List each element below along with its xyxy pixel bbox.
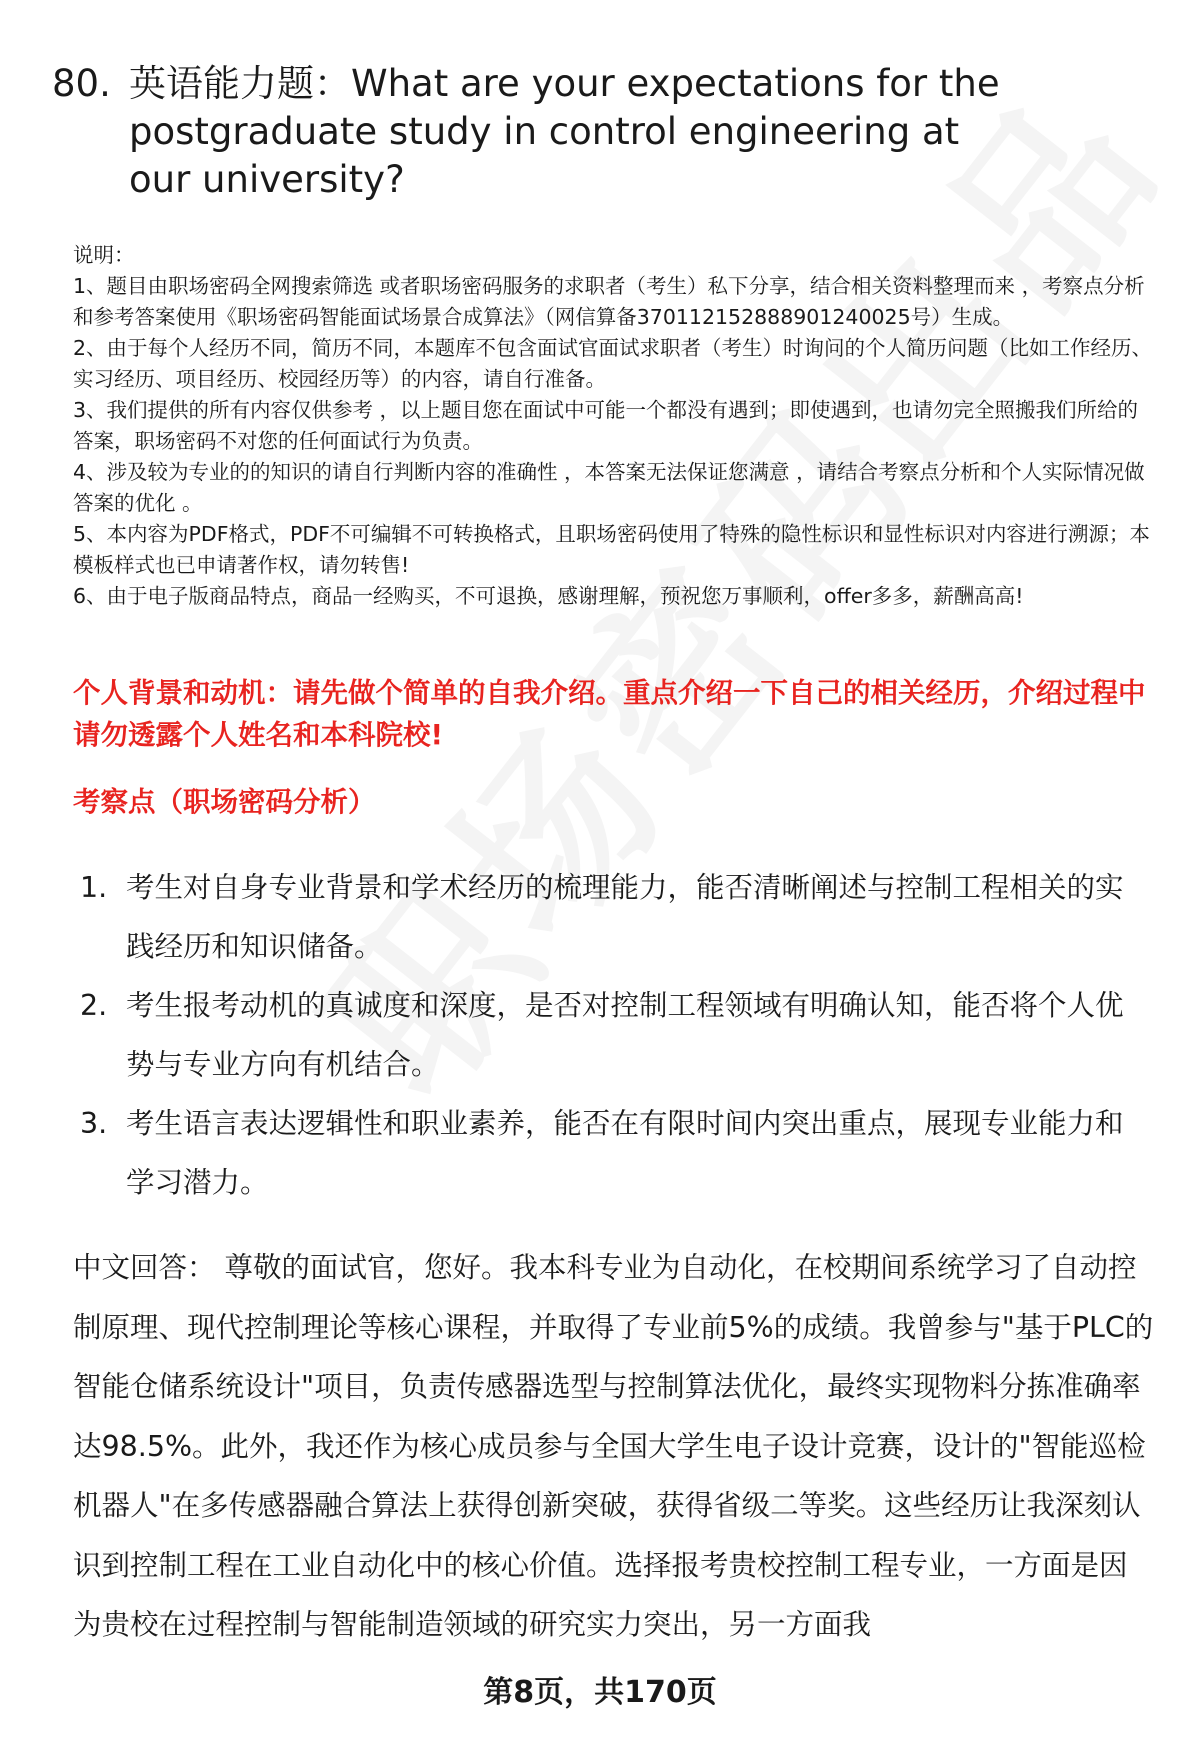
exam-point-item: [80, 858, 1150, 976]
answer-text: 中文回答： 尊敬的面试官，您好。我本科专业为自动化，在校期间系统学习了自动控制原理、现代控制理论等核心课程，并取得了专业前5%的成绩。我曾参与"基于PLC的智能仓储系统设计"项目，负责传感器选型与控制算法优化，最终实现物料分拣准确率达98.5%。此外，我还作为核心成员参与全国大学生电子设计竞赛，设计的"智能巡检机器人"在多传感器融合算法上获得创新突破，获得省级二等奖。这些经历让我深刻认识到控制工程在工业自动化中的核心价值。选择报考贵校控制工程专业，一方面是因为贵校在过程控制与智能制造领域的研究实力突出，另一方面我: [73, 1251, 1154, 1641]
question-text: 英语能力题：What are your expectations for the postgraduate study in control engineering at our university?: [129, 62, 1000, 201]
background-prompt: 个人背景和动机：请先做个简单的自我介绍。重点介绍一下自己的相关经历，介绍过程中请勿透露个人姓名和本科院校!: [73, 677, 1146, 751]
note-item: 2、由于每个人经历不同，简历不同，本题库不包含面试官面试求职者（考生）时询问的个人简历问题（比如工作经历、实习经历、项目经历、校园经历等）的内容，请自行准备。: [73, 336, 1153, 391]
exam-point-text: 考生报考动机的真诚度和深度，是否对控制工程领域有明确认知，能否将个人优势与专业方向有机结合。: [126, 989, 1124, 1081]
exam-point-number: 1.: [80, 871, 108, 904]
notes: [73, 240, 1158, 612]
exam-point-text: 考生语言表达逻辑性和职业素养，能否在有限时间内突出重点，展现专业能力和学习潜力。: [126, 1107, 1124, 1199]
note-item: 3、我们提供的所有内容仅供参考 ，以上题目您在面试中可能一个都没有遇到；即使遇到，也请勿完全照搬我们所给的答案，职场密码不对您的任何面试行为负责。: [73, 398, 1139, 453]
exam-point-text: 考生对自身专业背景和学术经历的梳理能力，能否清晰阐述与控制工程相关的实践经历和知识储备。: [126, 871, 1124, 963]
question-number: 80.: [52, 62, 111, 105]
note-item: 6、由于电子版商品特点，商品一经购买，不可退换，感谢理解，预祝您万事顺利，offer多多，薪酬高高!: [73, 584, 1024, 608]
note-item: 4、涉及较为专业的的知识的请自行判断内容的准确性 ，本答案无法保证您满意 ，请结合考察点分析和个人实际情况做答案的优化 。: [73, 460, 1145, 515]
exam-points-list: [80, 858, 1150, 1212]
note-item: 1、题目由职场密码全网搜索筛选 或者职场密码服务的求职者（考生）私下分享，结合相关资料整理而来 ，考察点分析和参考答案使用《职场密码智能面试场景合成算法》（网信算备37011215288890124002​5号）生成。: [73, 274, 1145, 329]
exam-points-heading: 考察点（职场密码分析）: [73, 786, 376, 818]
exam-point-number: 2.: [80, 989, 108, 1022]
question: [52, 60, 1152, 204]
exam-point-item: [80, 1094, 1150, 1212]
exam-point-number: 3.: [80, 1107, 108, 1140]
note-item: 5、本内容为PDF格式，PDF不可编辑不可转换格式，且职场密码使用了特殊的隐性标识和显性标识对内容进行溯源；本模板样式也已申请著作权，请勿转售!: [73, 522, 1150, 577]
notes-title: 说明：: [73, 243, 135, 267]
exam-point-item: [80, 976, 1150, 1094]
page-footer: 第8页，共170页: [483, 1675, 717, 1710]
